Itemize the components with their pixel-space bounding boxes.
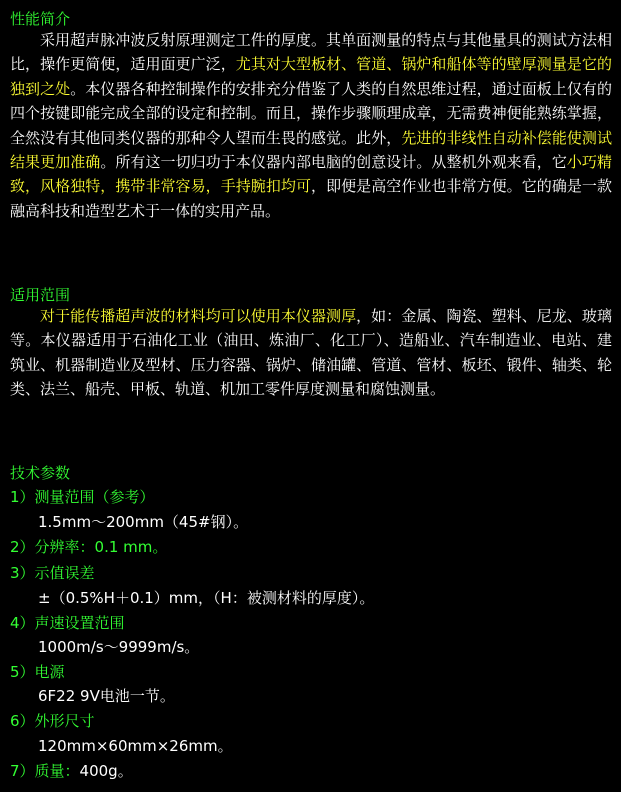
spec-value-dimensions: 120mm×60mm×26mm。	[38, 737, 233, 755]
features-text-1: 采用超声脉冲波反射原理测定工件的厚度。其单面测量的特点与其他量具的测试方法相比，操作更简便，适用面更广泛，	[10, 31, 612, 74]
applications-text-1: ，如：金属、陶瓷、塑料、尼龙、玻璃等。本仪器适用于石油化工业（油田、炼油厂、化工厂）、造船业、汽车制造业、电站、建筑业、机器制造业及型材、压力容器、锅炉、储油罐、管道、管材、板坯、锻件、轴类、轮类、法兰、船壳、甲板、轨道、机加工零件厚度测量和腐蚀测量。	[10, 307, 612, 399]
features-highlight-2: 先进的非线性自动补偿能使测试结果更加准确	[10, 128, 612, 172]
features-heading: 性能简介	[10, 10, 71, 28]
spec-label-power: 5）电源	[10, 663, 65, 681]
specs-heading: 技术参数	[10, 464, 71, 482]
spec-value-error: ±（0.5%H＋0.1）mm，（H：被测材料的厚度）。	[38, 589, 375, 607]
applications-heading: 适用范围	[10, 286, 71, 304]
spec-label-dimensions: 6）外形尺寸	[10, 712, 95, 730]
features-paragraph	[10, 28, 612, 223]
spec-label-error: 3）示值误差	[10, 564, 95, 582]
features-text-2: 。本仪器各种控制操作的安排充分借鉴了人类的自然思维过程，通过面板上仅有的四个按键即能完成全部的设定和控制。而且，操作步骤顺理成章，无需费神便能熟练掌握，全然没有其他同类仪器的那种令人望而生畏的感觉。此外，	[10, 79, 612, 147]
spec-label-resolution: 2）分辨率：0.1 mm。	[10, 538, 168, 556]
features-highlight-3: 小巧精致，风格独特，携带非常容易，手持腕扣均可	[10, 153, 612, 196]
features-text-3: 。所有这一切归功于本仪器内部电脑的创意设计。从整机外观来看，它	[100, 153, 567, 172]
spec-label-weight-text: 7）质量：	[10, 762, 80, 780]
spec-value-power: 6F22 9V电池一节。	[38, 687, 175, 705]
applications-highlight-1: 对于能传播超声波的材料均可以使用本仪器测厚	[40, 307, 357, 325]
spec-value-sound-velocity: 1000m/s～9999m/s。	[38, 638, 200, 656]
spec-label-range: 1）测量范围（参考）	[10, 488, 155, 506]
features-highlight-1: 尤其对大型板材、管道、锅炉和船体等的壁厚测量是它的独到之处	[10, 55, 612, 98]
spec-label-weight	[10, 761, 133, 781]
spec-value-range: 1.5mm～200mm（45#钢）。	[38, 513, 249, 531]
spec-value-weight: 400g。	[79, 762, 133, 780]
applications-paragraph	[10, 304, 612, 402]
spec-label-sound-velocity: 4）声速设置范围	[10, 614, 125, 632]
features-text-4: ，即便是高空作业也非常方便。它的确是一款融高科技和造型艺术于一体的实用产品。	[10, 177, 612, 220]
